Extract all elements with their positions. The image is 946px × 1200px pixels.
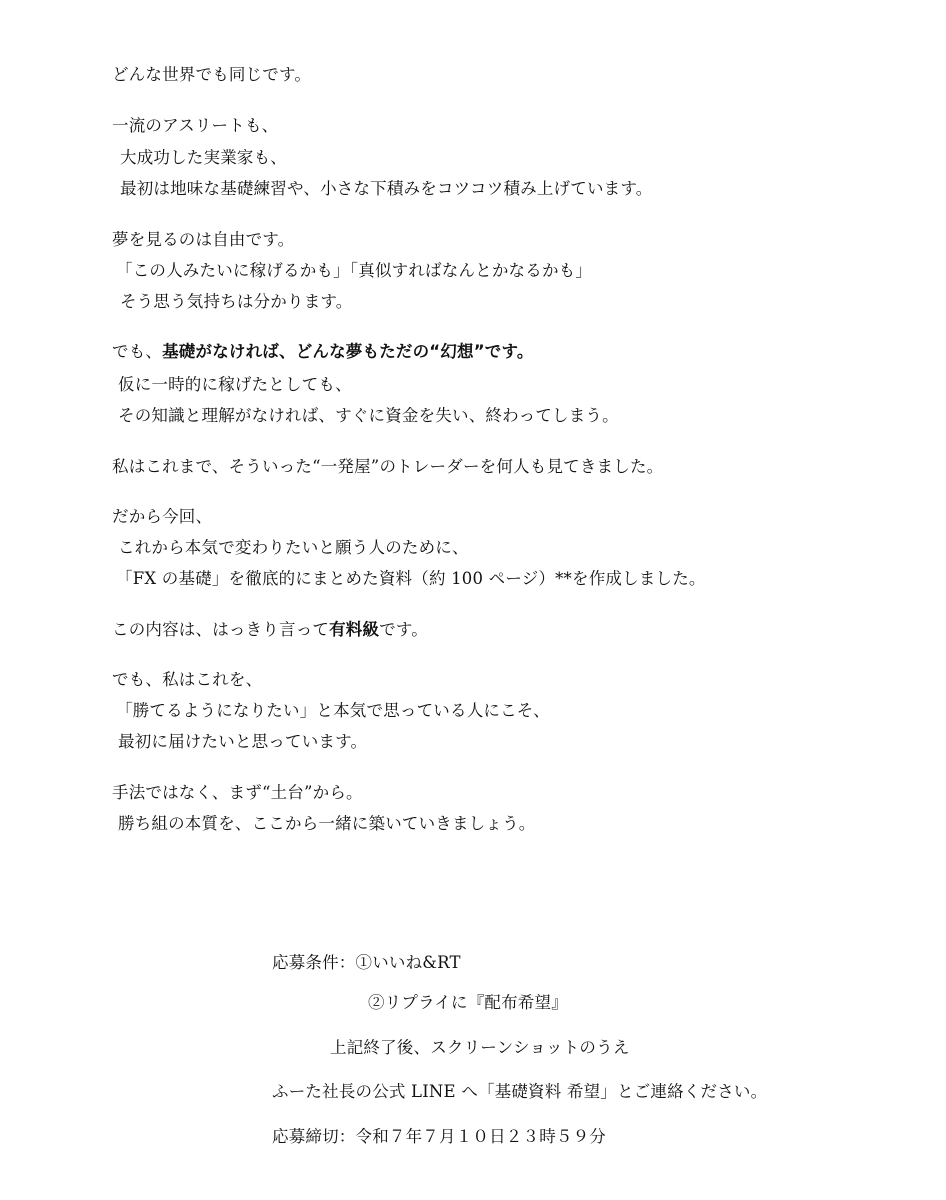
text-line: 最初は地味な基礎練習や、小さな下積みをコツコツ積み上げています。: [120, 179, 653, 198]
text-line: でも、私はこれを、: [112, 670, 263, 689]
text-line: これから本気で変わりたいと願う人のために、: [118, 538, 469, 557]
footer-line: 応募締切：令和７年７月１０日２３時５９分: [272, 1127, 606, 1146]
text-span: この内容は、はっきり言って: [112, 620, 330, 639]
bold-text: 基礎がなければ、どんな夢もただの“幻想”です。: [162, 342, 534, 361]
emphasis-line: [112, 622, 428, 639]
text-line: 「この人みたいに稼げるかも」「真似すればなんとかなるかも」: [116, 261, 593, 280]
text-span: でも、: [112, 342, 163, 361]
text-line: そう思う気持ちは分かります。: [120, 292, 353, 311]
text-span: です。: [379, 620, 428, 639]
footer-line: ふーた社長の公式 LINE へ「基礎資料 希望」とご連絡ください。: [272, 1082, 768, 1101]
text-line: 一流のアスリートも、: [112, 116, 279, 135]
text-line: 「勝てるようになりたい」と本気で思っている人にこそ、: [116, 701, 550, 720]
text-line: 手法ではなく、まず“土台”から。: [112, 783, 363, 802]
text-line: その知識と理解がなければ、すぐに資金を失い、終わってしまう。: [118, 406, 619, 425]
text-line: 私はこれまで、そういった“一発屋”のトレーダーを何人も見てきました。: [112, 457, 664, 476]
bold-text: 有料級: [329, 620, 380, 639]
text-line: 「FX の基礎」を徹底的にまとめた資料（約 100 ページ）**を作成しました。: [116, 569, 706, 588]
text-line: だから今回、: [112, 507, 213, 526]
footer-line: 上記終了後、スクリーンショットのうえ: [330, 1038, 630, 1057]
footer-line: 応募条件：①いいね&RT: [272, 953, 461, 972]
text-line: 勝ち組の本質を、ここから一緒に築いていきましょう。: [118, 814, 536, 833]
emphasis-line: [112, 344, 534, 361]
text-line: 夢を見るのは自由です。: [112, 230, 295, 249]
footer-line: ②リプライに『配布希望』: [368, 993, 568, 1012]
text-line: どんな世界でも同じです。: [112, 65, 312, 84]
text-line: 最初に届けたいと思っています。: [118, 732, 368, 751]
text-line: 仮に一時的に稼げたとしても、: [118, 375, 352, 394]
text-line: 大成功した実業家も、: [120, 148, 287, 167]
